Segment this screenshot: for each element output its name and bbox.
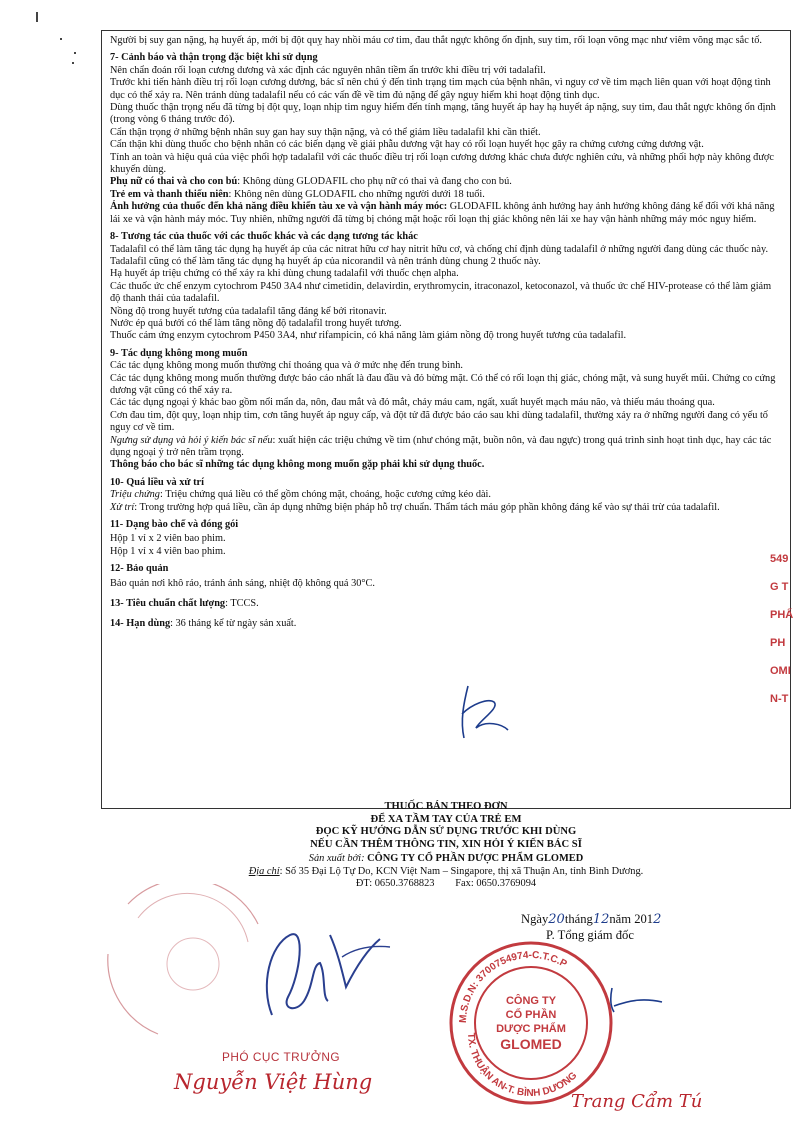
symptom-text: : Triệu chứng quá liều có thể gồm chóng mặt, choáng, hoặc cương cứng kéo dài. [159, 489, 491, 501]
right-signature [600, 980, 670, 1020]
stop-use-text: : xuất hiện các triệu chứng về tim (như chóng mặt, buồn nôn, và đau ngực) trong quá trình sinh hoạt tình dục, hay các tác dụng ngoại ý trở nên trầm trọng. [110, 434, 772, 458]
closing-line: THUỐC BÁN THEO ĐƠN [384, 801, 508, 812]
sec7-paragraph: Trước khi tiến hành điều trị rối loạn cương dương, bác sĩ nên chú ý đến tình trạng tim mạch của bệnh nhân, vì nguy cơ về tim mạch liên quan với hoạt động tình dục có thể xảy ra. Nên tránh dùng tadalafil nếu có các vấn đề về tim đủ nặng để gây nguy hiểm khi hoạt động tình dục. [110, 77, 771, 101]
address-line [101, 866, 791, 879]
section-11-title: 11- Dạng bào chế và đóng gói [110, 519, 239, 531]
seal-outer-top-text: M.S.D.N: 3700754974-C.T.C.P [457, 949, 569, 1024]
seal-inner-line: CÔNG TY [505, 995, 557, 1007]
package-line: Hộp 1 vỉ x 4 viên bao phim. [110, 545, 226, 557]
manufacturer-line [101, 853, 791, 866]
edge-stamp-text: G T [770, 581, 789, 593]
initial-mark [446, 680, 516, 746]
sec9-line: Các tác dụng không mong muốn thường được báo cáo nhất là đau đầu và đỏ bừng mặt. Có thể có rối loạn thị giác, chóng mặt, và sung huyết mũi. Chứng co cứng dương vật cũng có thể xảy ra. [110, 372, 776, 396]
storage-text: Bảo quản nơi khô ráo, tránh ánh sáng, nhiệt độ không quá 30°C. [110, 577, 375, 589]
month-word: tháng [564, 912, 593, 926]
shelf-life [110, 618, 782, 630]
section-12-title: 12- Bảo quản [110, 563, 169, 575]
left-signatory-name: Nguyễn Việt Hùng [174, 1070, 373, 1094]
right-signatory-name: Trang Cẩm Tú [571, 1091, 703, 1112]
pregnancy-note [110, 176, 782, 188]
day-word: Ngày [521, 912, 549, 926]
children-text: : Không nên dùng GLODAFIL cho những người dưới 18 tuổi. [228, 188, 485, 200]
left-signatory-title: PHÓ CỤC TRƯỞNG [222, 1050, 341, 1064]
sec8-line: Tadalafil cũng có thể làm tăng tác dụng hạ huyết áp của nicorandil và nên tránh dùng chung 2 thuốc này. [110, 255, 541, 267]
sec8-line: Các thuốc ức chế enzym cytochrom P450 3A4 như cimetidin, delavirdin, erythromycin, itraconazol, ketoconazol, và thuốc ức chế HIV-protease có thể làm giảm độ thanh thải của tadalafil. [110, 280, 772, 305]
treatment-note [110, 502, 782, 514]
driving-text: GLODAFIL không ảnh hưởng hay ảnh hưởng không đáng kể đối với khả năng lái xe và vận hành máy móc. Tuy nhiên, những người đã từng bị chóng mặt hoặc rối loạn thị giác không nên lái xe hay vận hành những máy móc nguy hiểm. [110, 201, 775, 225]
sec7-paragraph: Nên chẩn đoán rối loạn cương dương và xác định các nguyên nhân tiềm ẩn trước khi điều trị với tadalafil. [110, 64, 546, 76]
handwritten-day: 20 [548, 912, 565, 927]
edge-stamp-text: PH [770, 637, 786, 649]
quality-standard [110, 598, 782, 610]
closing-line: ĐỌC KỸ HƯỚNG DẪN SỬ DỤNG TRƯỚC KHI DÙNG [315, 826, 577, 838]
scan-mark [72, 62, 74, 64]
sec9-line: Các tác dụng không mong muốn thường chỉ thoáng qua và ở mức nhẹ đến trung bình. [110, 360, 463, 372]
made-by-label: Sản xuất bởi: [308, 853, 365, 864]
seal-inner-line: CỔ PHẦN [505, 1009, 557, 1021]
section-8-title: 8- Tương tác của thuốc với các thuốc khác và các dạng tương tác khác [110, 231, 418, 243]
treatment-text: : Trong trường hợp quá liều, cần áp dụng những biện pháp hỗ trợ chuẩn. Thẩm tách máu góp phần không đáng kể vào sự thải trừ của tadalafil. [134, 501, 720, 513]
company-name: CÔNG TY CỔ PHẦN DƯỢC PHẨM GLOMED [367, 853, 584, 864]
address-label: Địa chỉ [248, 865, 280, 877]
seal-inner-line: GLOMED [500, 1036, 562, 1052]
seal-inner-line: DƯỢC PHẨM [496, 1023, 566, 1035]
scan-mark [36, 12, 38, 22]
sec8-line: Nước ép quả bưởi có thể làm tăng nồng độ tadalafil trong huyết tương. [110, 317, 402, 329]
left-signature [230, 905, 400, 1035]
children-note [110, 189, 782, 201]
lead-paragraph: Người bị suy gan nặng, hạ huyết áp, mới bị đột quỵ hay nhồi máu cơ tim, đau thắt ngực không ổn định, suy tim, rối loạn võng mạc như viêm võng mạc sắc tố. [110, 35, 762, 46]
edge-stamp-text: N-T [770, 693, 789, 705]
year-word: năm 201 [609, 912, 654, 926]
stop-use-note [110, 435, 782, 460]
handwritten-year-digit: 2 [653, 912, 662, 927]
driving-label: Ảnh hưởng của thuốc đến khả năng điều khiển tàu xe và vận hành máy móc: [110, 201, 448, 213]
fax-number: Fax: 0650.3769094 [455, 878, 537, 890]
stop-use-label: Ngưng sử dụng và hỏi ý kiến bác sĩ nếu [110, 434, 273, 446]
symptom-note [110, 489, 782, 501]
section-13-title: 13- Tiêu chuẩn chất lượng [110, 598, 226, 610]
edge-stamp-text: 549 [770, 553, 789, 565]
closing-line: ĐỂ XA TẦM TAY CỦA TRẺ EM [370, 813, 522, 825]
pregnancy-text: : Không dùng GLODAFIL cho phụ nữ có thai và đang cho con bú. [237, 176, 512, 188]
report-notice: Thông báo cho bác sĩ những tác dụng không mong muốn gặp phải khi sử dụng thuốc. [110, 459, 485, 471]
sec7-paragraph: Dùng thuốc thận trọng nếu đã từng bị đột quỵ, loạn nhịp tim nguy hiểm đến tính mạng, tăng huyết áp hay hạ huyết áp nặng, suy tim, đau thắt ngực không ổn định (trong vòng 6 tháng trước đó). [110, 102, 776, 126]
seal-outer-bottom-text: TX. THUẬN AN-T. BÌNH DƯƠNG [464, 1032, 580, 1100]
address-text: : Số 35 Đại Lộ Tự Do, KCN Việt Nam – Singapore, thị xã Thuận An, tỉnh Bình Dương. [279, 865, 644, 877]
section-14-title: 14- Hạn dùng [110, 618, 171, 630]
sec8-line: Thuốc cảm ứng enzym cytochrom P450 3A4, như rifampicin, có khả năng làm giảm nồng độ trong huyết tương của tadalafil. [110, 330, 627, 342]
sec8-line: Tadalafil có thể làm tăng tác dụng hạ huyết áp của các nitrat hữu cơ hay nitrit hữu cơ, và chống chỉ định dùng tadalafil ở những người đang dùng các thuốc này. [110, 243, 769, 255]
sec9-line: Các tác dụng ngoại ý khác bao gồm nổi mẩn da, nôn, đau mắt và đỏ mắt, chảy máu cam, ngất, xuất huyết mạch máu não, và thiếu máu thoáng qua. [110, 397, 715, 409]
driving-note [110, 201, 782, 226]
children-label: Trẻ em và thanh thiếu niên [110, 188, 229, 200]
signing-date [521, 912, 661, 927]
section-9-title: 9- Tác dụng không mong muốn [110, 347, 248, 359]
closing-line: NẾU CẦN THÊM THÔNG TIN, XIN HỎI Ý KIẾN BÁC SĨ [310, 838, 582, 850]
phone-number: ĐT: 0650.3768823 [355, 878, 435, 890]
treatment-label: Xử trí [110, 501, 135, 513]
scan-mark [74, 52, 76, 54]
edge-stamp [770, 553, 799, 723]
pregnancy-label: Phụ nữ có thai và cho con bú [110, 176, 238, 188]
sec8-line: Hạ huyết áp triệu chứng có thể xảy ra khi dùng chung tadalafil với thuốc chẹn alpha. [110, 268, 459, 280]
shelf-life-text: : 36 tháng kể từ ngày sản xuất. [170, 618, 297, 630]
company-seal [446, 938, 616, 1108]
edge-stamp-text: PHẨ [770, 609, 794, 621]
section-10-title: 10- Quá liều và xử trí [110, 476, 204, 488]
scan-mark [60, 38, 62, 40]
closing-notice [101, 801, 791, 851]
deputy-director-label: P. Tổng giám đốc [546, 928, 634, 942]
sec7-paragraph: Cẩn thận trọng ở những bệnh nhân suy gan hay suy thận nặng, và có thể giảm liều tadalafil khi cần thiết. [110, 126, 541, 138]
symptom-label: Triệu chứng [110, 489, 160, 501]
edge-stamp-text: OMI [770, 665, 791, 677]
section-7-title: 7- Cảnh báo và thận trọng đặc biệt khi sử dụng [110, 52, 318, 64]
sec8-line: Nồng độ trong huyết tương của tadalafil tăng đáng kể bởi ritonavir. [110, 305, 387, 317]
sec9-line: Cơn đau tim, đột quỵ, loạn nhịp tim, cơn tăng huyết áp nguy cấp, và đột tử đã được báo cáo sau khi dùng tadalafil, thường xảy ra ở những người đang có yếu tố nguy cơ về tim. [110, 409, 768, 434]
sec7-paragraph: Cẩn thận khi dùng thuốc cho bệnh nhân có các biến dạng về giải phẫu dương vật hay có rối loạn huyết học gây ra chứng cương cứng dương vật. [110, 139, 704, 151]
handwritten-month: 12 [592, 912, 610, 927]
quality-text: : TCCS. [225, 598, 259, 610]
sec7-paragraph: Tính an toàn và hiệu quả của việc phối hợp tadalafil với các thuốc điều trị rối loạn cương dương khác chưa được nghiên cứu, và những phối hợp này không được khuyến dùng. [110, 151, 774, 176]
package-line: Hộp 1 vỉ x 2 viên bao phim. [110, 533, 226, 545]
